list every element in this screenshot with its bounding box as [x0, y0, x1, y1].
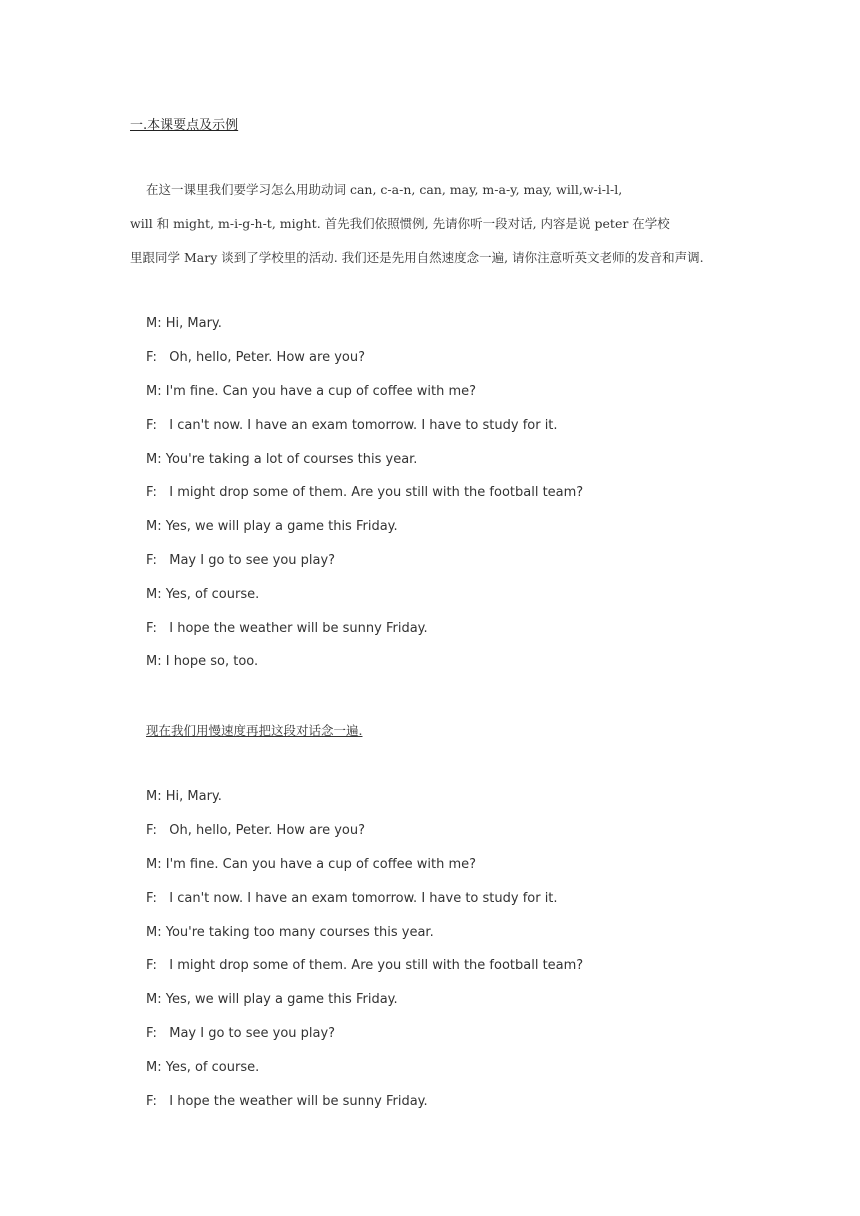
- dialogue-line: F: I hope the weather will be sunny Friday.: [146, 1094, 428, 1109]
- dialogue-line: M: I'm fine. Can you have a cup of coffee with me?: [146, 384, 477, 399]
- intro-line-1: 在这一课里我们要学习怎么用助动词 can, c-a-n, can, may, m-a-y, may, will,w-i-l-l,: [146, 182, 623, 197]
- dialogue-line: M: Yes, of course.: [146, 587, 260, 602]
- section-heading: 一.本课要点及示例: [130, 118, 239, 133]
- dialogue-line: M: You're taking a lot of courses this year.: [146, 452, 418, 467]
- dialogue-line: M: Yes, we will play a game this Friday.: [146, 519, 398, 534]
- dialogue-line: F: May I go to see you play?: [146, 553, 336, 568]
- dialogue-line: F: I might drop some of them. Are you still with the football team?: [146, 958, 584, 973]
- dialogue-line: M: You're taking too many courses this year.: [146, 925, 434, 940]
- dialogue-line: F: Oh, hello, Peter. How are you?: [146, 823, 365, 838]
- dialogue-line: M: Hi, Mary.: [146, 789, 222, 804]
- dialogue-line: F: I can't now. I have an exam tomorrow. I have to study for it.: [146, 891, 558, 906]
- dialogue-line: F: I can't now. I have an exam tomorrow. I have to study for it.: [146, 418, 558, 433]
- slow-reading-heading: 现在我们用慢速度再把这段对话念一遍.: [146, 723, 363, 738]
- dialogue-line: M: Yes, of course.: [146, 1060, 260, 1075]
- dialogue-line: F: Oh, hello, Peter. How are you?: [146, 350, 365, 365]
- dialogue-line: M: I hope so, too.: [146, 654, 259, 669]
- intro-line-3: 里跟同学 Mary 谈到了学校里的活动. 我们还是先用自然速度念一遍, 请你注意听英文老师的发音和声调.: [130, 250, 704, 265]
- dialogue-line: M: I'm fine. Can you have a cup of coffee with me?: [146, 857, 477, 872]
- dialogue-line: M: Hi, Mary.: [146, 316, 222, 331]
- dialogue-line: F: May I go to see you play?: [146, 1026, 336, 1041]
- intro-line-2: will 和 might, m-i-g-h-t, might. 首先我们依照惯例, 先请你听一段对话, 内容是说 peter 在学校: [130, 216, 670, 231]
- dialogue-line: F: I hope the weather will be sunny Friday.: [146, 621, 428, 636]
- dialogue-line: F: I might drop some of them. Are you still with the football team?: [146, 485, 584, 500]
- dialogue-line: M: Yes, we will play a game this Friday.: [146, 992, 398, 1007]
